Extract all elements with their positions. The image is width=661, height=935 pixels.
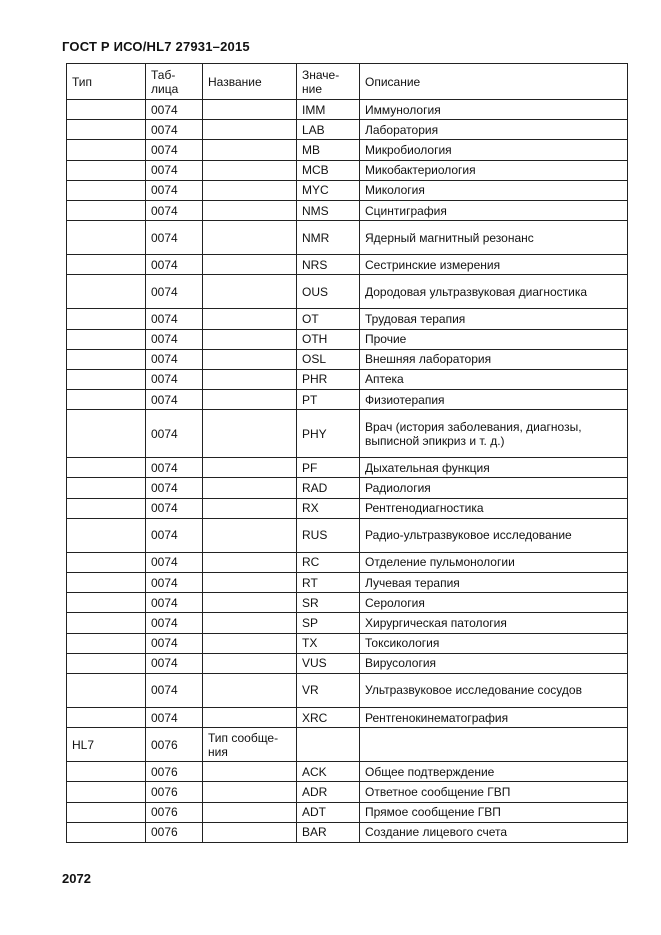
cell-value: IMM	[297, 100, 360, 120]
cell-table: 0074	[146, 275, 203, 309]
cell-value: ACK	[297, 762, 360, 782]
cell-value: PHY	[297, 410, 360, 458]
cell-description: Ответное сообщение ГВП	[360, 782, 628, 802]
column-header-value: Значе- ние	[297, 64, 360, 100]
cell-type	[67, 518, 146, 552]
cell-value: XRC	[297, 707, 360, 727]
code-table	[66, 63, 628, 843]
cell-name	[203, 275, 297, 309]
cell-name	[203, 822, 297, 842]
cell-description: Врач (история заболевания, диагнозы, выписной эпикриз и т. д.)	[360, 410, 628, 458]
cell-description: Прочие	[360, 329, 628, 349]
cell-name	[203, 498, 297, 518]
cell-value: MYC	[297, 180, 360, 200]
cell-table: 0074	[146, 552, 203, 572]
cell-name	[203, 673, 297, 707]
cell-value: RAD	[297, 478, 360, 498]
cell-type	[67, 200, 146, 220]
cell-name	[203, 349, 297, 369]
cell-description: Общее подтверждение	[360, 762, 628, 782]
table-row	[67, 478, 628, 498]
cell-value: BAR	[297, 822, 360, 842]
cell-type	[67, 329, 146, 349]
table-row	[67, 160, 628, 180]
column-header-table: Таб- лица	[146, 64, 203, 100]
cell-description: Аптека	[360, 369, 628, 389]
table-row	[67, 707, 628, 727]
cell-table: 0076	[146, 822, 203, 842]
cell-name	[203, 255, 297, 275]
cell-table: 0074	[146, 221, 203, 255]
table-row	[67, 822, 628, 842]
cell-type	[67, 593, 146, 613]
cell-type	[67, 255, 146, 275]
cell-type	[67, 221, 146, 255]
cell-value: NMR	[297, 221, 360, 255]
cell-type	[67, 613, 146, 633]
cell-table: 0074	[146, 309, 203, 329]
cell-name	[203, 478, 297, 498]
cell-description: Радио-ультразвуковое исследование	[360, 518, 628, 552]
cell-type	[67, 160, 146, 180]
table-row	[67, 410, 628, 458]
cell-description: Хирургическая патология	[360, 613, 628, 633]
page-number: 2072	[62, 871, 91, 886]
cell-description: Дородовая ультразвуковая диагностика	[360, 275, 628, 309]
cell-name	[203, 160, 297, 180]
table-row	[67, 120, 628, 140]
cell-table: 0074	[146, 458, 203, 478]
cell-name	[203, 573, 297, 593]
cell-value: SP	[297, 613, 360, 633]
cell-description	[360, 728, 628, 762]
cell-type	[67, 100, 146, 120]
cell-value: OUS	[297, 275, 360, 309]
cell-name	[203, 120, 297, 140]
cell-type	[67, 120, 146, 140]
cell-type	[67, 309, 146, 329]
cell-value: VUS	[297, 653, 360, 673]
cell-description: Создание лицевого счета	[360, 822, 628, 842]
cell-value: RC	[297, 552, 360, 572]
cell-name	[203, 593, 297, 613]
cell-name	[203, 552, 297, 572]
table-row	[67, 275, 628, 309]
cell-description: Иммунология	[360, 100, 628, 120]
cell-type	[67, 633, 146, 653]
table-row	[67, 200, 628, 220]
cell-name	[203, 518, 297, 552]
table-row	[67, 309, 628, 329]
cell-table: 0074	[146, 653, 203, 673]
cell-table: 0074	[146, 200, 203, 220]
cell-table: 0074	[146, 593, 203, 613]
cell-name	[203, 633, 297, 653]
cell-table: 0074	[146, 410, 203, 458]
table-row	[67, 498, 628, 518]
cell-type	[67, 478, 146, 498]
cell-type	[67, 673, 146, 707]
cell-name	[203, 707, 297, 727]
cell-type	[67, 552, 146, 572]
table-row	[67, 613, 628, 633]
cell-type	[67, 782, 146, 802]
table-row	[67, 255, 628, 275]
cell-table: 0074	[146, 707, 203, 727]
table-row	[67, 221, 628, 255]
cell-value: LAB	[297, 120, 360, 140]
table-row	[67, 673, 628, 707]
cell-type	[67, 180, 146, 200]
cell-description: Серология	[360, 593, 628, 613]
table-row	[67, 802, 628, 822]
table-row	[67, 140, 628, 160]
cell-table: 0074	[146, 573, 203, 593]
cell-table: 0074	[146, 329, 203, 349]
table-row	[67, 349, 628, 369]
cell-name	[203, 390, 297, 410]
cell-description: Микробиология	[360, 140, 628, 160]
cell-name: Тип сообще- ния	[203, 728, 297, 762]
cell-table: 0076	[146, 802, 203, 822]
cell-type	[67, 349, 146, 369]
cell-name	[203, 458, 297, 478]
cell-type: HL7	[67, 728, 146, 762]
cell-table: 0074	[146, 498, 203, 518]
table-row	[67, 369, 628, 389]
cell-type	[67, 369, 146, 389]
cell-description: Лучевая терапия	[360, 573, 628, 593]
cell-name	[203, 653, 297, 673]
cell-name	[203, 762, 297, 782]
cell-table: 0074	[146, 100, 203, 120]
cell-value	[297, 728, 360, 762]
cell-value: ADR	[297, 782, 360, 802]
cell-description: Рентгенодиагностика	[360, 498, 628, 518]
cell-table: 0074	[146, 255, 203, 275]
cell-description: Рентгенокинематография	[360, 707, 628, 727]
cell-description: Внешняя лаборатория	[360, 349, 628, 369]
cell-type	[67, 822, 146, 842]
table-row	[67, 728, 628, 762]
cell-description: Отделение пульмонологии	[360, 552, 628, 572]
cell-type	[67, 275, 146, 309]
table-row	[67, 390, 628, 410]
cell-name	[203, 309, 297, 329]
cell-value: NMS	[297, 200, 360, 220]
column-header-description: Описание	[360, 64, 628, 100]
cell-value: TX	[297, 633, 360, 653]
column-header-name: Название	[203, 64, 297, 100]
cell-value: RUS	[297, 518, 360, 552]
table-row	[67, 633, 628, 653]
cell-table: 0076	[146, 728, 203, 762]
cell-name	[203, 200, 297, 220]
cell-description: Дыхательная функция	[360, 458, 628, 478]
cell-type	[67, 390, 146, 410]
cell-name	[203, 410, 297, 458]
cell-value: SR	[297, 593, 360, 613]
cell-name	[203, 140, 297, 160]
cell-description: Физиотерапия	[360, 390, 628, 410]
cell-table: 0074	[146, 160, 203, 180]
cell-table: 0074	[146, 613, 203, 633]
table-row	[67, 593, 628, 613]
cell-table: 0076	[146, 762, 203, 782]
table-row	[67, 180, 628, 200]
table-row	[67, 573, 628, 593]
cell-type	[67, 573, 146, 593]
table-row	[67, 653, 628, 673]
cell-table: 0074	[146, 673, 203, 707]
cell-table: 0074	[146, 180, 203, 200]
column-header-type: Тип	[67, 64, 146, 100]
cell-type	[67, 140, 146, 160]
cell-description: Сестринские измерения	[360, 255, 628, 275]
cell-value: MB	[297, 140, 360, 160]
table-row	[67, 552, 628, 572]
cell-description: Вирусология	[360, 653, 628, 673]
cell-type	[67, 653, 146, 673]
cell-value: RT	[297, 573, 360, 593]
cell-value: MCB	[297, 160, 360, 180]
cell-value: NRS	[297, 255, 360, 275]
cell-value: PHR	[297, 369, 360, 389]
cell-description: Ядерный магнитный резонанс	[360, 221, 628, 255]
cell-type	[67, 762, 146, 782]
cell-description: Радиология	[360, 478, 628, 498]
table-row	[67, 518, 628, 552]
cell-description: Микобактериология	[360, 160, 628, 180]
cell-type	[67, 707, 146, 727]
cell-name	[203, 613, 297, 633]
cell-name	[203, 100, 297, 120]
document-header: ГОСТ Р ИСО/HL7 27931–2015	[62, 39, 250, 54]
cell-value: PT	[297, 390, 360, 410]
cell-value: VR	[297, 673, 360, 707]
table-header-row	[67, 64, 628, 100]
cell-value: ADT	[297, 802, 360, 822]
cell-description: Лаборатория	[360, 120, 628, 140]
cell-value: PF	[297, 458, 360, 478]
cell-table: 0076	[146, 782, 203, 802]
table-row	[67, 762, 628, 782]
cell-value: OSL	[297, 349, 360, 369]
cell-name	[203, 782, 297, 802]
cell-value: OTH	[297, 329, 360, 349]
cell-table: 0074	[146, 120, 203, 140]
table-row	[67, 100, 628, 120]
cell-description: Прямое сообщение ГВП	[360, 802, 628, 822]
cell-name	[203, 369, 297, 389]
table-row	[67, 458, 628, 478]
cell-table: 0074	[146, 349, 203, 369]
cell-description: Токсикология	[360, 633, 628, 653]
cell-type	[67, 498, 146, 518]
cell-description: Микология	[360, 180, 628, 200]
cell-description: Трудовая терапия	[360, 309, 628, 329]
cell-table: 0074	[146, 140, 203, 160]
cell-table: 0074	[146, 633, 203, 653]
cell-value: OT	[297, 309, 360, 329]
table-body	[67, 100, 628, 843]
cell-name	[203, 802, 297, 822]
cell-name	[203, 221, 297, 255]
cell-name	[203, 180, 297, 200]
table-row	[67, 782, 628, 802]
cell-description: Сцинтиграфия	[360, 200, 628, 220]
cell-value: RX	[297, 498, 360, 518]
cell-table: 0074	[146, 369, 203, 389]
cell-type	[67, 802, 146, 822]
cell-table: 0074	[146, 478, 203, 498]
cell-table: 0074	[146, 518, 203, 552]
cell-name	[203, 329, 297, 349]
cell-table: 0074	[146, 390, 203, 410]
table-row	[67, 329, 628, 349]
cell-type	[67, 458, 146, 478]
cell-type	[67, 410, 146, 458]
cell-description: Ультразвуковое исследование сосудов	[360, 673, 628, 707]
